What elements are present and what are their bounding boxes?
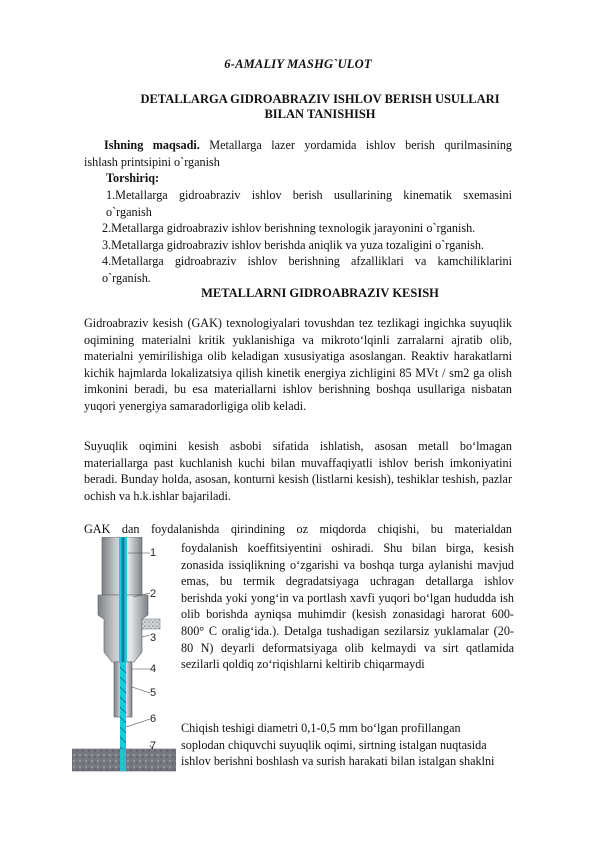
- paragraph-3-rest: [181, 540, 514, 673]
- p3-line-8: 80 N) deyarli deformatsiyaga olib kelmaydi va sirt qatlamida: [181, 640, 514, 655]
- p3-line-9: sezilarli qoldiq zo‘riqishlarni keltirib chiqarmaydi: [181, 657, 425, 672]
- p4-line-2: soplodan chiquvchi suyuqlik oqimi, sirtning istalgan nuqtasida: [181, 737, 487, 752]
- task-item-3: 3.Metallarga gidroabraziv ishlov berishda aniqlik va yuza tozaligini o`rganish.: [102, 237, 484, 252]
- exercise-title: 6-AMALIY MASHG`ULOT: [224, 57, 372, 71]
- topic-title-line1: DETALLARGA GIDROABRAZIV ISHLOV BERISH USULLARI: [140, 92, 500, 106]
- figure-label-3: 3: [150, 632, 157, 644]
- water-jet-core: [122, 537, 125, 662]
- tasks-label: Torshiriq:: [106, 171, 160, 185]
- p3-line-4: emas, bu termik degradatsiyaga uchragan detallarga ishlov: [181, 574, 514, 589]
- figure-label-6: 6: [150, 713, 157, 725]
- paragraph-1: Gidroabraziv kesish (GAK) texnologiyalari tovushdan tez tezlikagi ingichka suyuqlik oqimining materialni kritik yuklanishiga va mikroto‘lqinli zarralarni ajratib olib, materialni yemirilishiga olib keladigan xususiyatiga asoslangan. Reaktiv harakatlarni kichik hajmlarda lokalizatsiya qilish kinetik energiya zichligini 85 MVt / sm2 ga olish imkonini beradi, bu esa materiallarni ishlov berishning boshqa usullariga nisbatan yuqori yenergiya samaradorligiga olib keladi.: [84, 316, 512, 413]
- p4-line-1: Chiqish teshigi diametri 0,1-0,5 mm bo‘lgan profillangan: [181, 721, 461, 735]
- abrasive-inlet: [142, 619, 160, 629]
- p3-line-3: zonasida issiqlikning o‘zgarishi va boshqa turga aylanishi mavjud: [181, 557, 514, 572]
- workpiece-cut: [120, 749, 126, 771]
- paragraph-3-line1: GAK dan foydalanishda qirindining oz miqdorda chiqishi, bu materialdan: [84, 522, 512, 536]
- goal-label: Ishning maqsadi.: [104, 138, 200, 152]
- p4-line-3: ishlov berishni boshlash va surish harakati bilan istalgan shaklni: [181, 754, 495, 769]
- section-title: METALLARNI GIDROABRAZIV KESISH: [201, 286, 439, 300]
- task-item-1-cont: o`rganish: [106, 204, 152, 219]
- goal-line1: [84, 137, 512, 154]
- goal-line2: ishlash printsipini o`rganish: [84, 154, 220, 169]
- goal-text: Metallarga lazer yordamida ishlov berish qurilmasining: [209, 138, 513, 152]
- paragraph-4: [181, 720, 514, 770]
- figure-label-2: 2: [150, 588, 157, 600]
- paragraph-2: Suyuqlik oqimini kesish asbobi sifatida ishlatish, asosan metall bo‘lmagan materiallarga past kuchlanish kuchi bilan muvaffaqiyatli ishlov berish imkoniyatini beradi. Bunday holda, asosan, konturni kesish (listlarni kesish), teshiklar teshish, pazlar ochish va h.k.ishlar bajariladi.: [84, 439, 512, 503]
- figure-label-7: 7: [150, 740, 157, 752]
- topic-title: [60, 92, 580, 122]
- p3-line-2: foydalanish koeffitsiyentini oshiradi. Shu bilan birga, kesish: [181, 541, 514, 555]
- p3-line-7: 800° C oralig‘ida.). Detalga tushadigan sezilarsiz yuklamalar (20-: [181, 623, 514, 638]
- p3-line-5: berishda yoki yong‘in va portlash xavfi yuqori bo‘lgan hududda ish: [181, 590, 514, 605]
- task-item-4-cont: o`rganish.: [102, 270, 151, 285]
- figure-label-1: 1: [150, 547, 157, 559]
- task-item-1: 1.Metallarga gidroabraziv ishlov berish usullarining kinematik sxemasini: [106, 188, 512, 202]
- topic-title-line2: BILAN TANISHISH: [264, 107, 376, 121]
- task-item-2: 2.Metallarga gidroabraziv ishlov berishning texnologik jarayonini o`rganish.: [102, 221, 476, 236]
- waterjet-head-figure: [72, 537, 176, 777]
- tasks-list: [102, 187, 512, 287]
- abrasive-jet: [120, 662, 126, 760]
- figure-label-5: 5: [150, 687, 157, 699]
- p3-line-6: olib borishda ayniqsa muhimdir (kesish zonasidagi harorat 600-: [181, 607, 514, 622]
- goal-paragraph: [84, 137, 512, 170]
- figure-label-4: 4: [150, 663, 157, 675]
- task-item-4: 4.Metallarga gidroabraziv ishlov berishning afzalliklari va kamchiliklarini: [102, 254, 512, 269]
